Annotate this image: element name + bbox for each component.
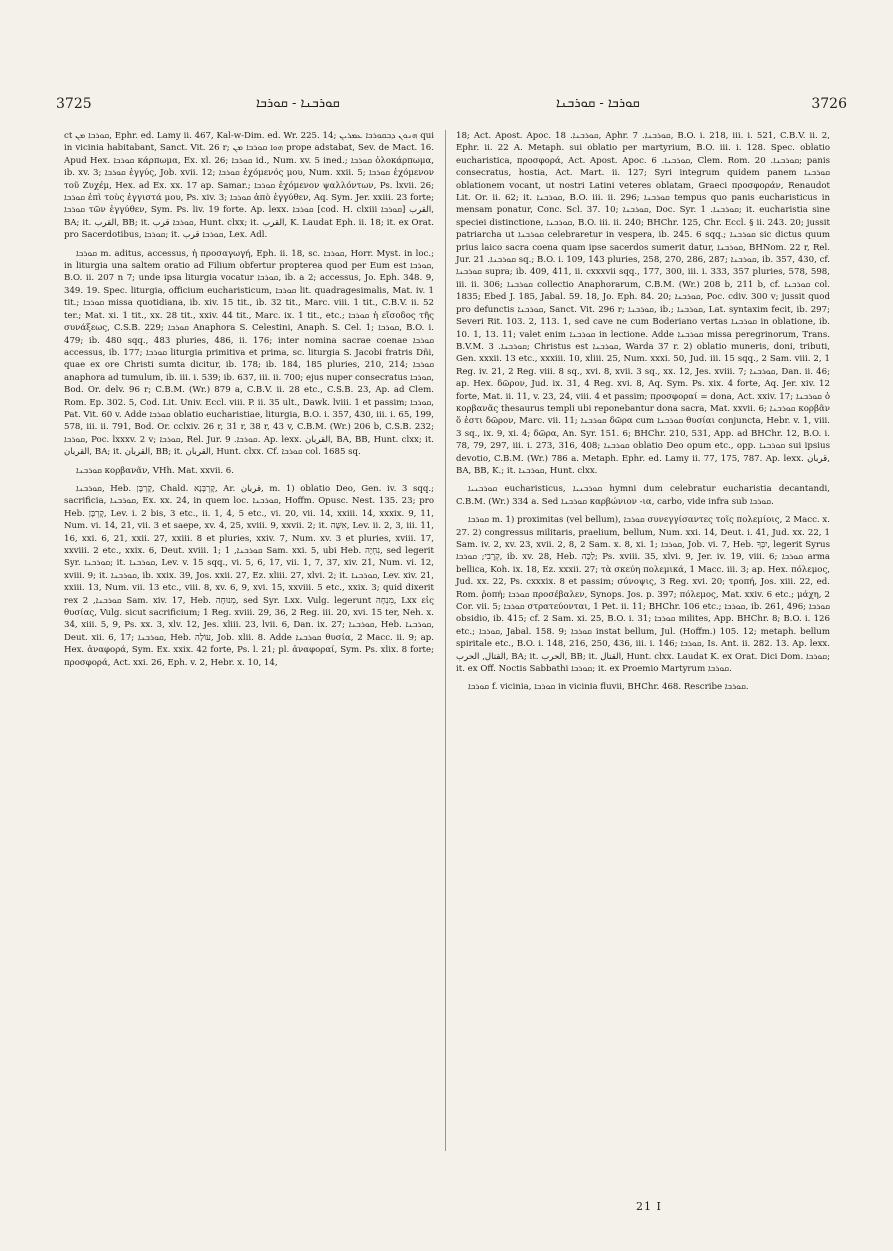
left-column — [64, 130, 434, 675]
entry-paragraph: ܩܘܪܒܢܐ, Heb. קָרְבָּן, Chald. קָרְבָּנָא, Ar. قربان, m. 1) oblatio Deo, Gen. iv. 3 sqq.; sacrificia, ܩܘܪܒܢܐ, Ex. xx. 24, in quem loc. ܩܘܪܒܢܐ, Hoffm. Opusc. Nest. 135. 23; pro Heb. קָרְבָּן, Lev. i. 2 bis, 3 etc., ii. 1, 4, 5 etc., vi. 20, vii. 14, xxiii. 14, xxxix. 9, 11, Num. vi. 14, 21, vii. 3 et saepe, xv. 4, 25, xviii. 9, xxvii. 2; it. אִשֶּׁה, Lev. ii. 2, 3, iii. 11, 16, xxi. 6, 21, xxii. 27, xxiii. 8 et pluries, xxiv. 7, Num. xv. 3 et pluries, xviii. 17, xxviii. 2 etc., xxix. 6, Deut. xviii. 1; ܩܘܪܒܢܐ, 1 Sam. xxi. 5, ubi Heb. נִחְיָה, sed legerit Syr. ܩܘܪܒܢܐ; it. ܩܘܪܒܢܐ, Lev. v. 15 sqq., vi. 5, 6, 17, vii. 1, 7, 37, xiv. 21, Num. vi. 12, xviii. 9; it. ܩܘܪܒܢܐ, ib. xxix. 39, Jos. xxii. 27, Ez. xliii. 27, xlvi. 2; it. ܩܘܪܒܢܐ, Lev. xiv. 21, xxiii. 13, Num. vii. 13 etc., viii. 8, xv. 6, 9, xvi. 15, xxviii. 5 etc., xxix. 3; quid dixerit rex ܩܘܪܒܢܐ, 2 Sam. xiv. 17, Heb. מְנוּחָה, sed Syr. Lxx. Vulg. legerunt מִנְחָה, Lxx εἰς θυσίας, Vulg. sicut sacrificium; 1 Reg. xviii. 29, 36, 2 Reg. iii. 20, xvi. 15 ter, Neh. x. 34, xiii. 5, 9, Ps. xx. 3, xlv. 12, Jes. xliii. 23, lvii. 6, Dan. ix. 27; ܩܘܪܒܢܐ, Heb. ܩܘܪܒܢܐ, Deut. xii. 6, 17; ܩܘܪܒܢܐ, Heb. עוֹלָה, Job. xlii. 8. Adde ܩܘܪܒܢܐ θυσία, 2 Macc. ii. 9; ap. Hex. ἀναφορά, Sym. Ex. xxix. 42 forte, Ps. l. 21; pl. ἀναφοραί, Sym. Ps. xlix. 8 forte; προσφορά, Act. xxi. 26, Eph. v. 2, Hebr. x. 10, 14, — [64, 483, 435, 668]
entry-paragraph: ܩܘܪܒܢܝܐ eucharisticus, ܩܘܪܒܢܝܐ hymni dum celebratur eucharistia decantandi, C.B.M. (Wr.) 334 a. Sed ܩܘܪܒܢܐ καρβώνιον -ια, carbo, vide infra sub ܩܘܪܒܐ. — [456, 484, 831, 507]
right-running-title: ܩܘܪܒܐ - ܩܘܪܒܢܐ — [556, 96, 640, 111]
left-running-title: ܩܘܪܒܢܐ - ܩܘܪܒܐ — [256, 96, 340, 111]
running-header — [56, 96, 847, 116]
signature-mark: 21 I — [636, 1200, 662, 1213]
right-column — [456, 130, 830, 700]
entry-paragraph: ܩܘܪܒܐ m. aditus, accessus, ἡ προσαγωγή, Eph. ii. 18, sc. ܩܘܪܒܐ, Horr. Myst. in loc.; in liturgia una saltem oratio ad Filium obfertur propterea quod per Eum est ܩܘܪܒܐ, B.O. ii. 207 n 7; unde ipsa liturgia vocatur ܩܘܪܒܐ, ib. a 2; accessus, Jo. Eph. 348. 9, 349. 19. Spec. liturgia, officium eucharisticum, ܩܘܪܒܐ lit. quadragesimalis, Mat. iv. 1 tit.; ܩܘܪܒܐ missa quotidiana, ib. xiv. 15 tit., ib. 32 tit., Marc. viii. 1 tit., C.B.V. ii. 52 ter.; Mat. xi. 1 tit., xx. 28 tit., xxiv. 44 tit., Marc. ix. 1 tit., etc.; ܩܘܪܒܐ ἡ εἴσοδος τῆς συνάξεως, C.S.B. 229; ܩܘܪܒܐ Anaphora S. Celestini, Anaph. S. Cel. 1; ܩܘܪܒܐ, B.O. i. 479; ib. 480 sqq., 483 pluries, 486, ii. 176; inter nomina sacrae coenae ܩܘܪܒܐ accessus, ib. 177; ܩܘܪܒܐ liturgia primitiva et prima, sc. liturgia S. Jacobi fratris Dñi, quae ex ore Christi sumta dicitur, ib. 178; ib. 184, 185 pluries, 210, 214; ܩܘܪܒܐ anaphora ad tumulum, ib. iii. i. 539; ib. 637, iii. ii. 700; ejus nuper consecratus ܩܘܪܒܐ, Bod. Or. delv. 96 r; C.B.M. (Wr.) 879 a, C.B.V. ii. 28 etc., C.S.B. 23, Ap. ad Clem. Rom. Ep. 302. 5, Cod. Lit. Univ. Eccl. viii. P. ii. 35 ult., Dawk. lviii. 1 et passim; ܩܘܪܒܐ, Pat. Vit. 60 v. Adde ܩܘܪܒܐ oblatio eucharistiae, liturgia, B.O. i. 357, 430, iii. i. 65, 199, 578, iii. ii. 791, Bod. Or. cclxiv. 26 r, 31 r, 38 r, 43 v, C.B.M. (Wr.) 206 b, C.S.B. 232; ܩܘܪܒܐ, Poc. lxxxv. 2 v; ܩܘܪܒܐ, Rel. Jur. ܩܘܪܒܐ. 9. Ap. lexx. القربان, BA, BB, Hunt. clxx; it. القربان, BA; it. القربان, BB; it. القربان, Hunt. clxx. Cf. ܩܘܪܒܐ col. 1685 sq. — [64, 248, 435, 458]
column-divider — [445, 130, 446, 1151]
right-page-number: 3726 — [811, 96, 847, 112]
entry-paragraph: ct ܩܘܪܒܐ ܡܢ, Ephr. ed. Lamy ii. 467, Kal-w-Dim. ed. Wr. 225. 14; ܗܢܘܢ ܕܒܩܘܪܒܐ ܥܡܪܝܢ qui in vicinia habitabant, Sanct. Vit. 26 r; ܗܘܐ ܩܘܪܒܐ ܡܢ prope adstabat, Sev. de Mact. 16. Apud Hex. ܩܘܪܒܐ κάρπωμα, Ex. xl. 26; ܩܘܪܒܐ id., Num. xv. 5 ined.; ܩܘܪܒܐ ὁλοκάρπωμα, ib. xv. 3; ܩܘܪܒܐ ἐγγύς, Job. xvii. 12; ܩܘܪܒܐ ἐχόμενός μου, Num. xxii. 5; ܩܘܪܒܐ ἐχόμενον τοῦ Ζυχέμ, Hex. ad Ex. xx. 17 ap. Samar.; ܩܘܪܒܐ ἐχόμενον ψαλλόντων, Ps. lxvii. 26; ܩܘܪܒܐ ἐπὶ τοὺς ἐγγιστά μου, Ps. xiv. 3; ܩܘܪܒܐ ἀπὸ ἐγγύθεν, Aq. Sym. Jer. xxiii. 23 forte; ܩܘܪܒܐ τῶν ἐγγύθεν, Sym. Ps. liv. 19 forte. Ap. lexx. ܩܘܪܒܐ [cod. H. clxiii ܩܘܪܒܐ] القرب, BA; it. القرب, BB; it. ܩܘܪܒܐ قرب, Hunt. clxx; it. القرب, K. Laudat Eph. ii. 18; it. ex Orat. pro Sacerdotibus, ܩܘܪܒܐ; it. ܩܘܪܒܐ قرب, Lex. Adl. — [64, 131, 435, 241]
entry-paragraph: ܩܘܪܒܐ f. vicinia, ܩܘܪܒܐ in vicinia fluvii, BHChr. 468. Rescribe ܩܘܪܒܐ. — [468, 682, 749, 693]
entry-paragraph: 18; Act. Apost. Apoc. ܩܘܪܒܢܐ. 18, Aphr. ܩܘܪܒܢܐ. 7, B.O. i. 218, iii. i. 521, C.B.V. ii. 2, Ephr. ii. 22 A. Metaph. sui oblatio per martyrium, B.O. iii. i. 128. Spec. oblatio eucharistica, προσφορά, Act. Apost. Apoc. ܩܘܪܒܢܐ. 6, Clem. Rom. ܩܘܪܒܢܐ. 20; panis consecratus, hostia, Act. Mart. ii. 127; Syri integrum quidem panem ܩܘܪܒܢܐ oblationem vocant, ut nostri Latini veteres oblatam, Graeci προσφοράν, Renaudot Lit. Or. ii. 62; it. ܩܘܪܒܢܐ, B.O. iii. ii. 296; ܩܘܪܒܢܐ tempus quo panis eucharisticus in mensam ponatur, Conc. Scl. 37. 10; ܩܘܪܒܢܐ, Doc. Syr. ܩܘܪܒܢܐ. 1; it. eucharistia sine speciei distinctione, ܩܘܪܒܢܐ, B.O. iii. ii. 240; BHChr. 125, Chr. Eccl. § ii. 243. 20; jussit patriarcha ut ܩܘܪܒܢܐ celebraretur in vespera, ib. 245. 6 sqq.; ܩܘܪܒܢܐ sic dictus quum prius laico sacra coena quam ipse sacerdos sumerit datur, ܩܘܪܒܢܐ, BHNom. 22 r, Rel. Jur. ܩܘܪܒܢܐ. 21 sq.; B.O. i. 109, 143 pluries, 258, 270, 286, 287; ܩܘܪܒܢܐ, ib. 357, 430, cf. ܩܘܪܒܢܐ supra; ib. 409, 411, ii. cxxxvii sqq., 177, 300, iii. i. 333, 357 pluries, 578, 598, iii. ii. 306; ܩܘܪܒܢܐ collectio Anaphorarum, C.B.M. (Wr.) 208 b, 211 b, cf. ܩܘܪܒܢܐ col. 1835; Ebed J. 185, Jabal. 59. 18, Jo. Eph. 84. 20; ܩܘܪܒܢܐ, Poc. cdiv. 300 v; jussit quod pro defunctis ܩܘܪܒܢܐ, Sanct. Vit. 296 r; ܩܘܪܒܢܐ, ib.; ܩܘܪܒܢܐ, Lat. syntaxim fecit, ib. 297; Severi Rit. 103. 2, 113. 1, sed cave ne cum Boderiano vertas ܩܘܪܒܢܐ in oblatione, ib. 10. 1, 13. 11; valet enim ܩܘܪܒܢܐ in lectione. Adde ܩܘܪܒܢܐ missa peregrinorum, Trans. B.V.M. ܩܘܪܒܢܐ. 3; Christus est ܩܘܪܒܢܐ, Warda 37 r. 2) oblatio muneris, doni, tributi, Gen. xxxii. 13 etc., xxxiii. 10, xliii. 25, Num. xxxi. 50, Jud. iii. 15 sqq., 2 Sam. viii. 2, 1 Reg. iv. 21, 2 Reg. viii. 8 sq., xvi. 8, xvii. 3 sq., xx. 12, Jes. xviii. 7; ܩܘܪܒܢܐ, Dan. ii. 46; ap. Hex. δῶρον, Jud. ix. 31, 4 Reg. xvi. 8, Aq. Sym. Ps. xix. 4 forte, Aq. Jer. xiv. 12 forte, Mat. ii. 11, v. 23, 24, viii. 4 et passim; προσφοραί = dona, Act. xxiv. 17; ܩܘܪܒܢܐ ὁ κορβανᾶς thesaurus templi ubi reponebantur dona sacra, Mat. xxvii. 6; ܩܘܪܒܢܐ κορβᾶν ὅ ἐστι δῶρον, Marc. vii. 11; ܩܘܪܒܢܐ δῶρα cum ܩܘܪܒܢܐ θυσίαι conjuncta, Hebr. v. 1, viii. 3 sq., ix. 9, xi. 4; δῶρα, An. Syr. 151. 6; BHChr. 210, 531, App. ad BHChr. 12, B.O. i. 78, 79, 297, iii. i. 273, 316, 408; ܩܘܪܒܢܐ oblatio Deo opum etc., opp. ܩܘܪܒܢܐ sui ipsius devotio, C.B.M. (Wr.) 786 a. Metaph. Ephr. ed. Lamy ii. 77, 175, 787. Ap. lexx. قربان, BA, BB, K.; it. ܩܘܪܒܢܐ, Hunt. clxx. — [456, 131, 831, 476]
left-page-number: 3725 — [56, 96, 92, 112]
entry-paragraph: ܩܘܪܒܐ m. 1) proximitas (vel bellum), ܩܘܪܒܐ συνεγγίσαντες τοῖς πολεμίοις, 2 Macc. x. 27. 2) congressus militaris, praelium, bellum, Num. xxi. 14, Deut. i. 41, Jud. xx. 22, 1 Sam. iv. 2, xv. 23, xvii. 2, 8, 2 Sam. x. 8, xi. 1; ܩܘܪܒܐ, Job. vi. 7, Heb. יִבְּךָ, legerit Syrus קְרָבִי; ܩܘܪܒܐ, ib. xv. 28, Heb. לַכָּה; Ps. xviii. 35, xlvi. 9, Jer. iv. 19, viii. 6; ܩܘܪܒܐ arma bellica, Koh. ix. 18, Ez. xxxii. 27; τὰ σκεύη πολεμικά, 1 Macc. iii. 3; ap. Hex. πόλεμος, Jud. xx. 22, Ps. cxxxix. 8 et passim; σύνοψις, 3 Reg. xvi. 20; τροπή, Jos. xiii. 22, ed. Rom. ῥοπή; ܩܘܪܒܐ προσέβαλεν, Synops. Jos. p. 397; πόλεμος, Mat. xxiv. 6 etc.; μάχη, 2 Cor. vii. 5; ܩܘܪܒܐ στρατεύονται, 1 Pet. ii. 11; BHChr. 106 etc.; ܩܘܪܒܐ, ib. 261, 496; ܩܘܪܒܐ obsidio, ib. 415; cf. 2 Sam. xi. 25, B.O. i. 31; ܩܘܪܒܐ milites, App. BHChr. 8; B.O. i. 126 etc.; ܩܘܪܒܐ, Jabal. 158. 9; ܩܘܪܒܐ instat bellum, Jul. (Hoffm.) 105. 12; metaph. bellum spiritale etc., B.O. i. 148, 216, 250, 436, iii. i. 146; ܩܘܪܒܐ, Is. Ant. ii. 282. 13. Ap. lexx. القتال, الحرب, BA; it. الحرب, BB; it. القتال, Hunt. clxx. Laudat K. ex Orat. Dici Dom. ܩܘܪܒܐ; it. ex Off. Noctis Sabbathi ܩܘܪܒܐ; it. ex Proemio Martyrum ܩܘܪܒܐ. — [456, 515, 831, 675]
entry-paragraph: ܩܘܪܒܢܐ κορβανᾶν, VHh. Mat. xxvii. 6. — [76, 465, 234, 476]
